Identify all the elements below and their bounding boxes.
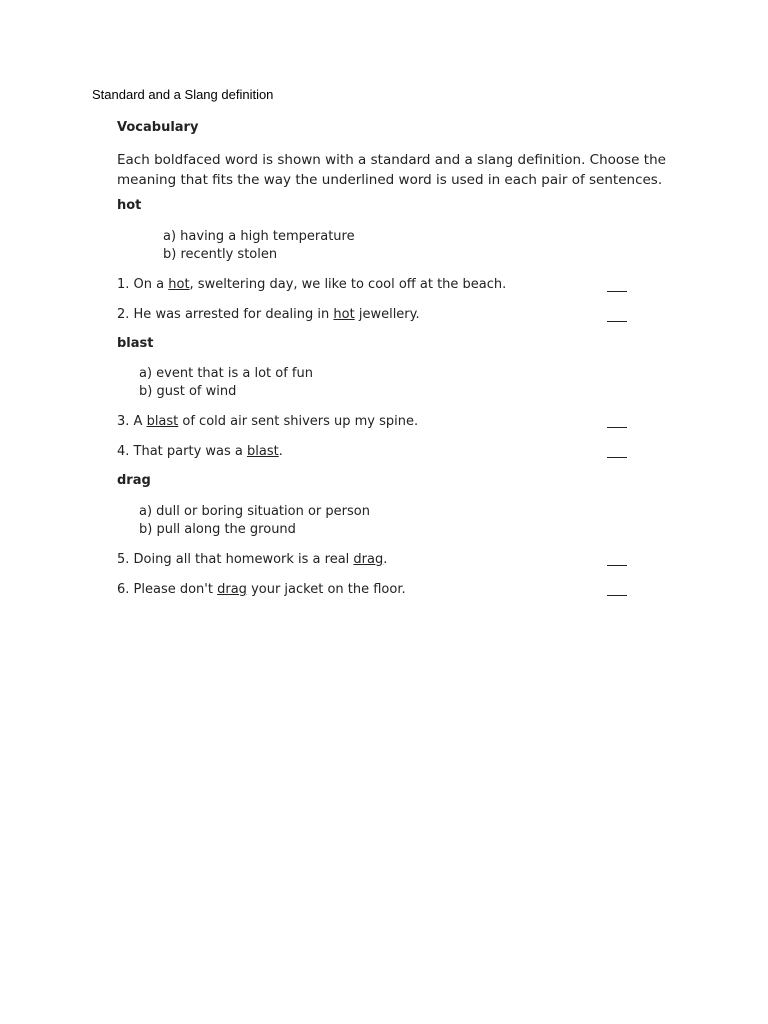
underlined-word: drag (353, 552, 384, 567)
sentence-2: 2. He was arrested for dealing in hot jewellery. (117, 307, 420, 322)
underlined-word: drag (217, 582, 247, 597)
instructions-text: Each boldfaced word is shown with a standard and a slang definition. Choose the meaning that fits the way the underlined word is used in each pair of sentences. (117, 152, 666, 188)
option-a: a) dull or boring situation or person (139, 504, 370, 519)
sentence-4: 4. That party was a blast. (117, 444, 283, 459)
vocab-word-blast: blast (117, 336, 154, 351)
option-a: a) event that is a lot of fun (139, 366, 313, 381)
answer-blank-1[interactable] (607, 291, 627, 292)
option-b: b) pull along the ground (139, 522, 296, 537)
underlined-word: blast (146, 414, 179, 429)
answer-blank-2[interactable] (607, 321, 627, 322)
option-b: b) recently stolen (163, 247, 278, 262)
vocab-word-drag: drag (117, 473, 151, 488)
answer-blank-4[interactable] (607, 457, 627, 458)
answer-blank-6[interactable] (607, 595, 627, 596)
underlined-word: blast (247, 444, 279, 459)
underlined-word: hot (168, 277, 190, 292)
answer-blank-3[interactable] (607, 427, 627, 428)
vocab-word-hot: hot (117, 198, 142, 213)
answer-blank-5[interactable] (607, 565, 627, 566)
underlined-word: hot (333, 307, 355, 322)
document-title: Standard and a Slang definition (92, 87, 274, 102)
section-heading: Vocabulary (117, 120, 199, 135)
sentence-5: 5. Doing all that homework is a real drag. (117, 552, 388, 567)
option-a: a) having a high temperature (163, 229, 355, 244)
option-b: b) gust of wind (139, 384, 237, 399)
sentence-3: 3. A blast of cold air sent shivers up my spine. (117, 414, 419, 429)
sentence-1: 1. On a hot, sweltering day, we like to cool off at the beach. (117, 277, 507, 292)
sentence-6: 6. Please don't drag your jacket on the floor. (117, 582, 406, 597)
